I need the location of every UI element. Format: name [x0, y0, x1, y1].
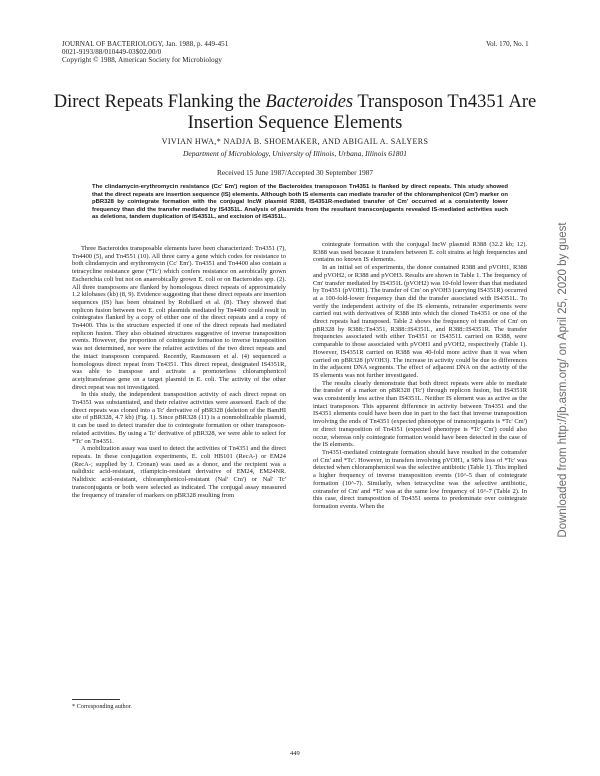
body-paragraph: Tn4351-mediated cointegrate formation should have resulted in the cotransfer of Cm' and *Tc'. However, in transfers involving pVOH1, a 98% loss of *Tc' was detected when chloramphenicol was the selective antibiotic (Table 1). This implied a higher frequency of inverse transposition events (10^-5 than of cointegrate formation (10^-7). Similarly, when tetracycline was the selective antibiotic, cotransfer of Cm' and *Tc' was at the same low frequency of 10^-7 (Table 2). In this case, direct transposition of Tn4351 seems to predominate over cointegrate formation events. When the: [313, 448, 527, 510]
journal-citation: JOURNAL OF BACTERIOLOGY, Jan. 1988, p. 449-451: [62, 40, 229, 48]
body-paragraph: The results clearly demonstrate that both direct repeats were able to mediate the transfer of a marker on pBR328 (Tc') through replicon fusion, but IS4351R was consistently less active than IS4351L. Neither IS element was as active as the intact transposon. This apparent difference in activity between Tn4351 and the IS4351 elements could have been due in part to the fact that inverse transposition involving the ends of Tn4351 (expected phenotype of transconjugants is *Tc' Cm') or direct transposition of Tn4351 (expected phenotype is *Tc' Cm') could also occur, whereas only cointegrate formation would have been detected in the case of the IS elements.: [313, 379, 527, 449]
body-paragraph: A mobilization assay was used to detect the activities of Tn4351 and the direct repeats. In these conjugation experiments, E. coli HB101 (RecA-) or EM24 (RecA-; supplied by J. Cronan) was used as a donor, and the recipient was a nalidixic acid-resistant, rifampicin-resistant derivative of EM24, EM24NR. Nalidixic acid-resistant, chloramphenicol-resistant (Nal' Cm') or Nal' Tc' transconjugants or both were selected as indicated. The conjugal assay measured the frequency of transfer of markers on pBR328 resulting from: [72, 445, 286, 499]
title-line-2: Insertion Sequence Elements: [187, 113, 403, 133]
body-paragraph: In an initial set of experiments, the donor contained R388 and pVOH1, R388 and pVOH2, or R388 and pVOH3. Results are shown in Table 1. The frequency of Cm' transfer mediated by IS4351L (pVOH2) was 10-fold lower than that mediated by Tn4351 (pVOH1). The transfer of Cm' on pVOH3 (carrying IS4351R) occurred at a 100-fold-lower frequency than did the transfer associated with IS4351L. To verify the independent activity of the IS elements, retransfer experiments were carried out with derivatives of R388 into which the cloned Tn4351 or one of the direct repeats had transposed. Table 2 shows the frequency of transfer of Cm' on pBR328 by R388::Tn4351, R388::IS4351L, and R388::IS4351R. The transfer frequencies associated with either Tn4351 or IS4351L carried on R388, were comparable to those associated with pVOH1 and pVOH2, respectively (Table 1). However, IS4351R carried on R388 was 40-fold more active than it was when carried on pBR328 (pVOH3). The increase in activity could be due to differences in the adjacent DNA segments. The effect of adjacent DNA on the activity of the IS elements was not further investigated.: [313, 264, 527, 379]
page-number: 449: [290, 750, 300, 757]
footnote: * Corresponding author.: [72, 703, 132, 710]
running-header: [62, 40, 228, 64]
body-paragraph: Three Bacteroides transposable elements have been characterized: Tn4351 (7), Tn4400 (5), and Tn4551 (10). All three carry a gene which codes for resistance to both clindamycin and erythromycin (Cc' Em'). Tn4351 and Tn4400 also contain a tetracycline resistance gene (*Tc') which confers resistance on aerobically grown Escherichia coli but not on anaerobically grown E. coli or on Bacteroides spp. (2). All three transposons are flanked by homologous direct repeats of approximately 1.2 kilobases (kb) (8, 9). Evidence suggesting that these direct repeats are insertion sequences (IS) has been obtained by Robillard et al. (8). They showed that replicon fusion between two E. coli plasmids mediated by Tn4400 could result in cointegrates flanked by a copy of either one of the direct repeats and a copy of Tn4400. This is the structure expected if one of the direct repeats had mediated replicon fusion. They also obtained structures suggestive of inverse transposition events. However, the proportion of cointegrate formation to inverse transposition was not determined, nor were the relative activities of the two direct repeats and the intact transposon compared. Recently, Rasmussen et al. (4) sequenced a homologous direct repeat from Tn4351. This direct repeat, designated IS4351R, was able to transpose and activate a promoterless chloramphenicol acetyltransferase gene on a target plasmid in E. coli. The activity of the other direct repeat was not investigated.: [72, 245, 286, 391]
copyright-line: Copyright © 1988, American Society for Microbiology: [62, 56, 222, 64]
issn-line: 0021-9193/88/010449-03$02.00/0: [62, 48, 162, 56]
body-paragraph: In this study, the independent transposition activity of each direct repeat on Tn4351 was substantiated, and their relative activities were assessed. Each of the direct repeats was cloned into a Tc' derivative of pBR328 (deletion of the BamHI site of pBR328, 4.7 kb) (Fig. 1). Since pBR328 (11) is a nonmobilizable plasmid, it can be used to detect transfer due to cointegrate formation or other transposon-related activities. By using a Tc' derivative of pBR328, we were able to select for *Tc' on Tn4351.: [72, 391, 286, 445]
article-title: [40, 92, 550, 134]
title-part-1: Direct Repeats Flanking the: [53, 92, 266, 112]
download-watermark: [557, 160, 571, 600]
body-paragraph: cointegrate formation with the conjugal IncW plasmid R388 (32.2 kb; 12). R388 was used because it transfers between E. coli strains at high frequencies and contains no known IS elements.: [313, 241, 527, 264]
title-italic: Bacteroides: [265, 92, 354, 112]
volume-number: Vol. 170, No. 1: [486, 40, 529, 48]
received-dates: Received 15 June 1987/Accepted 30 September 1987: [216, 168, 374, 177]
footnote-rule: [72, 699, 120, 700]
left-column: [72, 245, 286, 499]
title-part-2: Transposon Tn4351 Are: [353, 92, 537, 112]
affiliation: Department of Microbiology, University of Illinois, Urbana, Illinois 61801: [182, 149, 408, 158]
volume-header: [486, 40, 529, 48]
author-list: VIVIAN HWA,* NADJA B. SHOEMAKER, AND ABIGAIL A. SALYERS: [161, 137, 429, 146]
right-column: [313, 241, 527, 511]
abstract: The clindamycin-erythromycin resistance (Cc' Em') region of the Bacteroides transposon Tn4351 is flanked by direct repeats. This study showed that the direct repeats are insertion sequence (IS) elements. Although both IS elements can mediate transfer of the chloramphenicol (Cm') marker on pBR328 by cointegrate formation with the conjugal IncW plasmid R388, IS4351R-mediated transfer of Cm' occurred at a consistently lower frequency than did the transfer mediated by IS4351L. Analysis of plasmids from the resultant transconjugants revealed IS-mediated activities such as deletions, tandem duplication of IS4351L, and excision of IS4351L.: [92, 184, 508, 221]
download-notice: Downloaded from http://jb.asm.org/ on April 25, 2020 by guest: [557, 222, 569, 538]
